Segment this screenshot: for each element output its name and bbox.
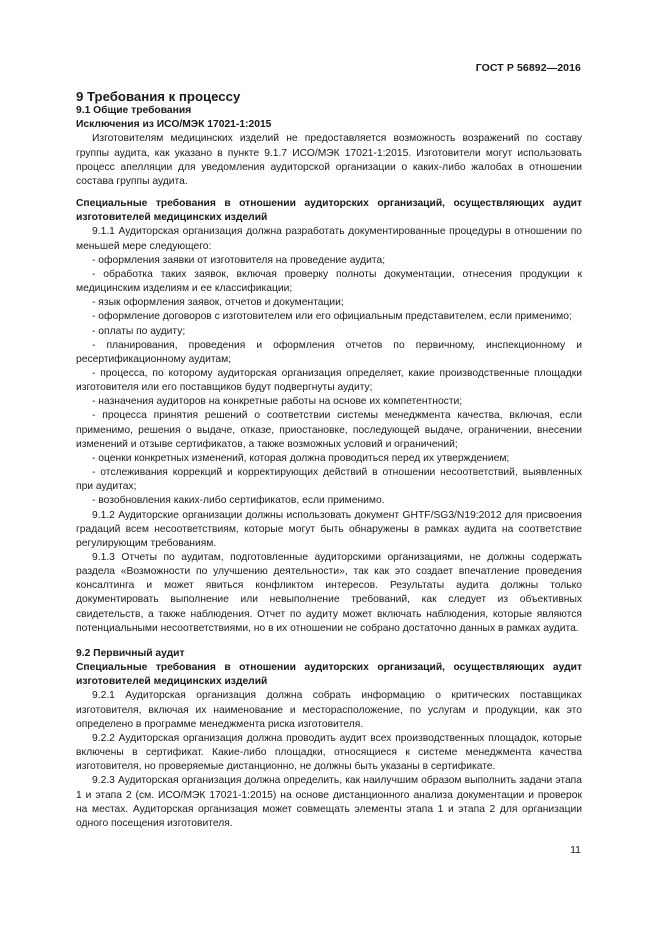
list-item: - процесса принятия решений о соответствии системы менеджмента качества, включая, если применимо, решения о выдаче, отказе, приостановке, последующей выдаче, ограничении, внесении изменений и отзыве сертификатов, а также возможных условий и ограничений; bbox=[76, 410, 582, 450]
list-item: - оплаты по аудиту; bbox=[92, 325, 186, 337]
clause-9-1-2: 9.1.2 Аудиторские организации должны использовать документ GHTF/SG3/N19:2012 для присвоения градаций всем несоответствиям, которые могут быть обнаружены в рамках аудита на соответствие регулирующим требованиям. bbox=[76, 509, 582, 549]
list-item: - процесса, по которому аудиторская организация определяет, какие производственные площадки изготовителя или его поставщиков будут подвергнуты аудиту; bbox=[76, 367, 582, 394]
clause-9-2-1: 9.2.1 Аудиторская организация должна собрать информацию о критических поставщиках изготовителя, включая их наименование и месторасположение, по услугам и продукции, как это определено в программе менеджмента риска изготовителя. bbox=[76, 690, 582, 730]
list-item: - обработка таких заявок, включая проверку полноты документации, отнесения продукции к медицинским изделиям и ее классификации; bbox=[76, 268, 582, 295]
section-title: 9 Требования к процессу bbox=[76, 89, 241, 104]
clause-9-1-1: 9.1.1 Аудиторская организация должна разработать документированные процедуры в отношении по меньшей мере следующего: bbox=[76, 226, 582, 252]
clause-9-1-3: 9.1.3 Отчеты по аудитам, подготовленные аудиторскими организациями, не должны содержать раздела «Возможности по улучшению деятельности», так как это создает впечатление проведения консалтинга и может явиться конфликтом интересов. Результаты аудита должны только документировать выполнение или невыполнение требований, как следует из объективных свидетельств, а также наблюдения. Отчет по аудиту может включать наблюдения, которые являются потенциальными несоответствиями, но в их отношении не собрано достаточно данных в рамках аудита. bbox=[76, 552, 582, 634]
list-item: - оформления заявки от изготовителя на проведение аудита; bbox=[92, 254, 386, 266]
list-item: - язык оформления заявок, отчетов и документации; bbox=[92, 297, 344, 309]
exceptions-text: Изготовителям медицинских изделий не предоставляется возможность возражений по составу группы аудита, как указано в пункте 9.1.7 ИСО/МЭК 17021-1:2015. Изготовители могут использовать процесс апелляции для уведомления аудиторской организации о каких-либо жалобах в отношении состава группы аудита. bbox=[76, 133, 582, 187]
page-number: 11 bbox=[570, 844, 581, 856]
clause-9-2-2: 9.2.2 Аудиторская организация должна проводить аудит всех производственных площадок, которые включены в сертификат. Какие-либо площадки, относящиеся к системе менеджмента качества изготовителя, но проверяемые дистанционно, не должны быть указаны в сертификате. bbox=[76, 732, 582, 773]
clause-9-2-3: 9.2.3 Аудиторская организация должна определить, как наилучшим образом выполнить задачи этапа 1 и этапа 2 (см. ИСО/МЭК 17021-1:2015) на основе дистанционного анализа документации и проверок на местах. Аудиторская организация может совмещать элементы этапа 1 и этапа 2 для организации одного посещения изготовителя. bbox=[76, 775, 582, 829]
list-item: - отслеживания коррекций и корректирующих действий в отношении несоответствий, выявленных при аудитах; bbox=[76, 467, 582, 493]
list-item: - планирования, проведения и оформления отчетов по первичному, инспекционному и ресертификационному аудитам; bbox=[76, 339, 582, 365]
subsection-9-1-title: 9.1 Общие требования bbox=[76, 105, 192, 117]
special-requirements-heading-9-2: Специальные требования в отношении аудиторских организаций, осуществляющих аудит изготовителей медицинских изделий bbox=[76, 662, 582, 688]
subsection-9-2-title: 9.2 Первичный аудит bbox=[76, 647, 185, 659]
list-item: - оформление договоров с изготовителем или его официальным представителем, если применимо; bbox=[92, 311, 572, 323]
page-content bbox=[76, 90, 582, 831]
list-item: - оценки конкретных изменений, которая должна проводиться перед их утверждением; bbox=[92, 452, 510, 464]
exceptions-heading: Исключения из ИСО/МЭК 17021-1:2015 bbox=[76, 119, 272, 131]
list-item: - назначения аудиторов на конкретные работы на основе их компетентности; bbox=[92, 396, 463, 408]
special-requirements-heading-9-1: Специальные требования в отношении аудиторских организаций, осуществляющих аудит изготовителей медицинских изделий bbox=[76, 198, 582, 224]
list-item: - возобновления каких-либо сертификатов, если применимо. bbox=[92, 495, 385, 507]
standard-header: ГОСТ Р 56892—2016 bbox=[475, 62, 581, 74]
